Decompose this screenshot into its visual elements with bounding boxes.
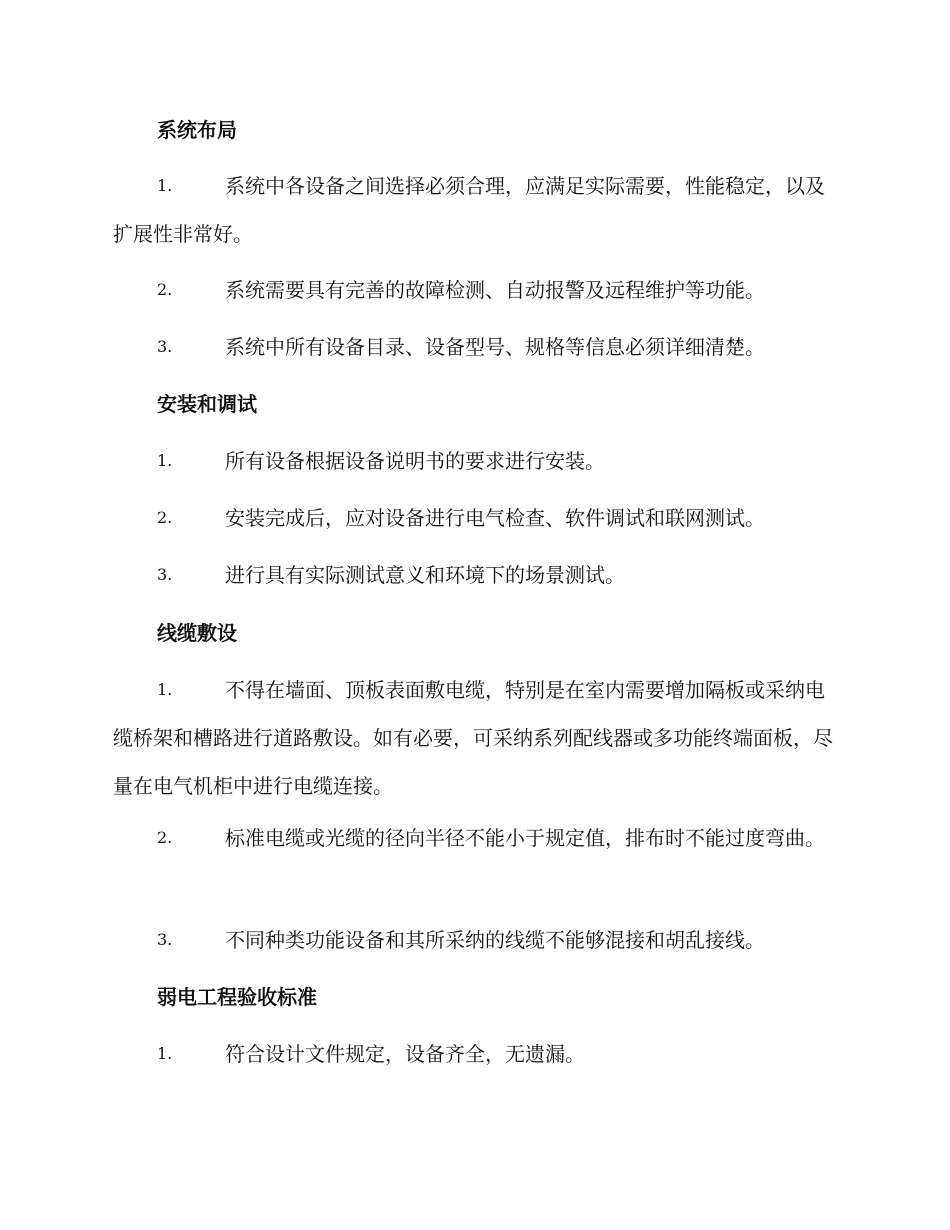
section-heading-layout: 系统布局: [157, 118, 237, 142]
list-item: [113, 814, 838, 862]
list-item: [113, 437, 838, 485]
list-text: 标准电缆或光缆的径向半径不能小于规定值，排布时不能过度弯曲。: [225, 826, 825, 850]
list-item: [113, 916, 838, 964]
list-number: 3.: [157, 565, 173, 584]
list-number: 1.: [157, 1044, 173, 1063]
list-text: 系统中各设备之间选择必须合理，应满足实际需要，性能稳定，以及扩展性非常好。: [113, 174, 825, 246]
list-item: [113, 323, 838, 371]
section-heading-cabling: 线缆敷设: [157, 621, 237, 645]
list-item: [113, 266, 838, 314]
list-text: 系统中所有设备目录、设备型号、规格等信息必须详细清楚。: [225, 335, 765, 359]
list-number: 3.: [157, 337, 173, 356]
list-number: 1.: [157, 451, 173, 470]
list-text: 不得在墙面、顶板表面敷电缆，特别是在室内需要增加隔板或采纳电缆桥架和槽路进行道路敷设。如有必要，可采纳系列配线器或多功能终端面板，尽量在电气机柜中进行电缆连接。: [113, 678, 833, 798]
list-item: [113, 1030, 838, 1078]
list-item: [113, 551, 838, 599]
list-text: 符合设计文件规定，设备齐全，无遗漏。: [225, 1042, 585, 1066]
list-item: [113, 162, 838, 258]
section-heading-installation: 安装和调试: [157, 392, 257, 416]
list-text: 安装完成后，应对设备进行电气检查、软件调试和联网测试。: [225, 506, 765, 530]
list-text: 不同种类功能设备和其所采纳的线缆不能够混接和胡乱接线。: [225, 928, 765, 952]
list-number: 2.: [157, 828, 173, 847]
list-item: [113, 494, 838, 542]
section-heading-acceptance: 弱电工程验收标准: [157, 985, 317, 1009]
list-number: 1.: [157, 176, 173, 195]
list-text: 系统需要具有完善的故障检测、自动报警及远程维护等功能。: [225, 278, 765, 302]
list-item: [113, 666, 838, 810]
list-number: 3.: [157, 930, 173, 949]
list-text: 进行具有实际测试意义和环境下的场景测试。: [225, 563, 625, 587]
list-number: 2.: [157, 280, 173, 299]
list-text: 所有设备根据设备说明书的要求进行安装。: [225, 449, 605, 473]
list-number: 2.: [157, 508, 173, 527]
list-number: 1.: [157, 680, 173, 699]
